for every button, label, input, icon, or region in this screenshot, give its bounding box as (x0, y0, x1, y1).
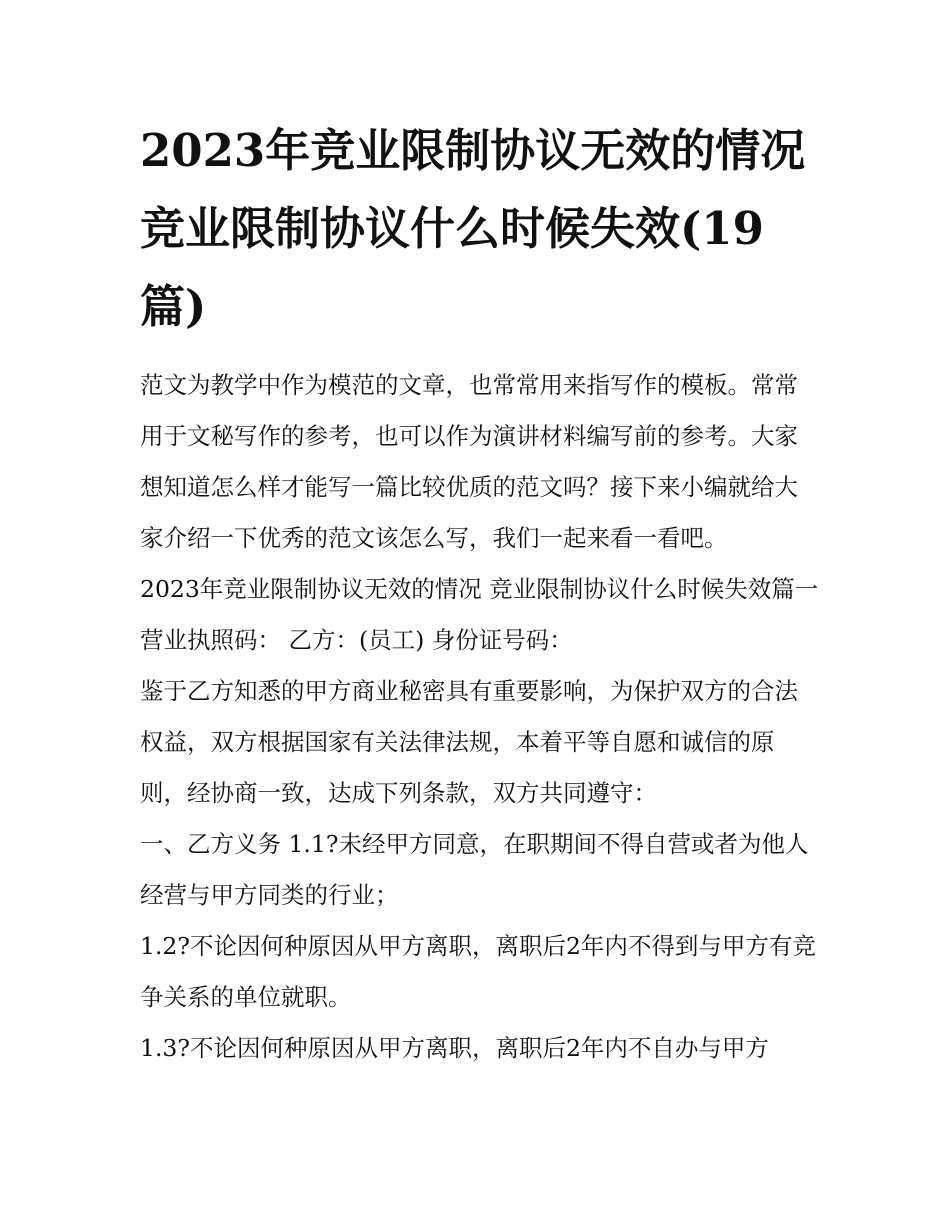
clause-1-3-paragraph: 1.3?不论因何种原因从甲方离职，离职后2年内不自办与甲方 (140, 1034, 769, 1062)
preamble-paragraph: 鉴于乙方知悉的甲方商业秘密具有重要影响，为保护双方的合法权益，双方根据国家有关法律法规，本着平等自愿和诚信的原则，经协商一致，达成下列条款，双方共同遵守： (140, 677, 798, 807)
intro-paragraph: 范文为教学中作为模范的文章，也常常用来指写作的模板。常常用于文秘写作的参考，也可以作为演讲材料编写前的参考。大家想知道怎么样才能写一篇比较优质的范文吗？接下来小编就给大家介绍一下优秀的范文该怎么写，我们一起来看一看吧。 (140, 371, 798, 552)
clause-1-2-paragraph: 1.2?不论因何种原因从甲方离职，离职后2年内不得到与甲方有竞争关系的单位就职。 (140, 932, 816, 1011)
document-body (140, 112, 820, 1074)
clause-1-1-paragraph: 一、乙方义务 1.1?未经甲方同意，在职期间不得自营或者为他人经营与甲方同类的行业； (140, 830, 809, 909)
section-heading-paragraph: 2023年竞业限制协议无效的情况 竞业限制协议什么时候失效篇一 营业执照码： 乙方：(员工) 身份证号码： (140, 575, 819, 654)
document-title: 2023年竞业限制协议无效的情况 竞业限制协议什么时候失效(19篇) (140, 124, 806, 333)
